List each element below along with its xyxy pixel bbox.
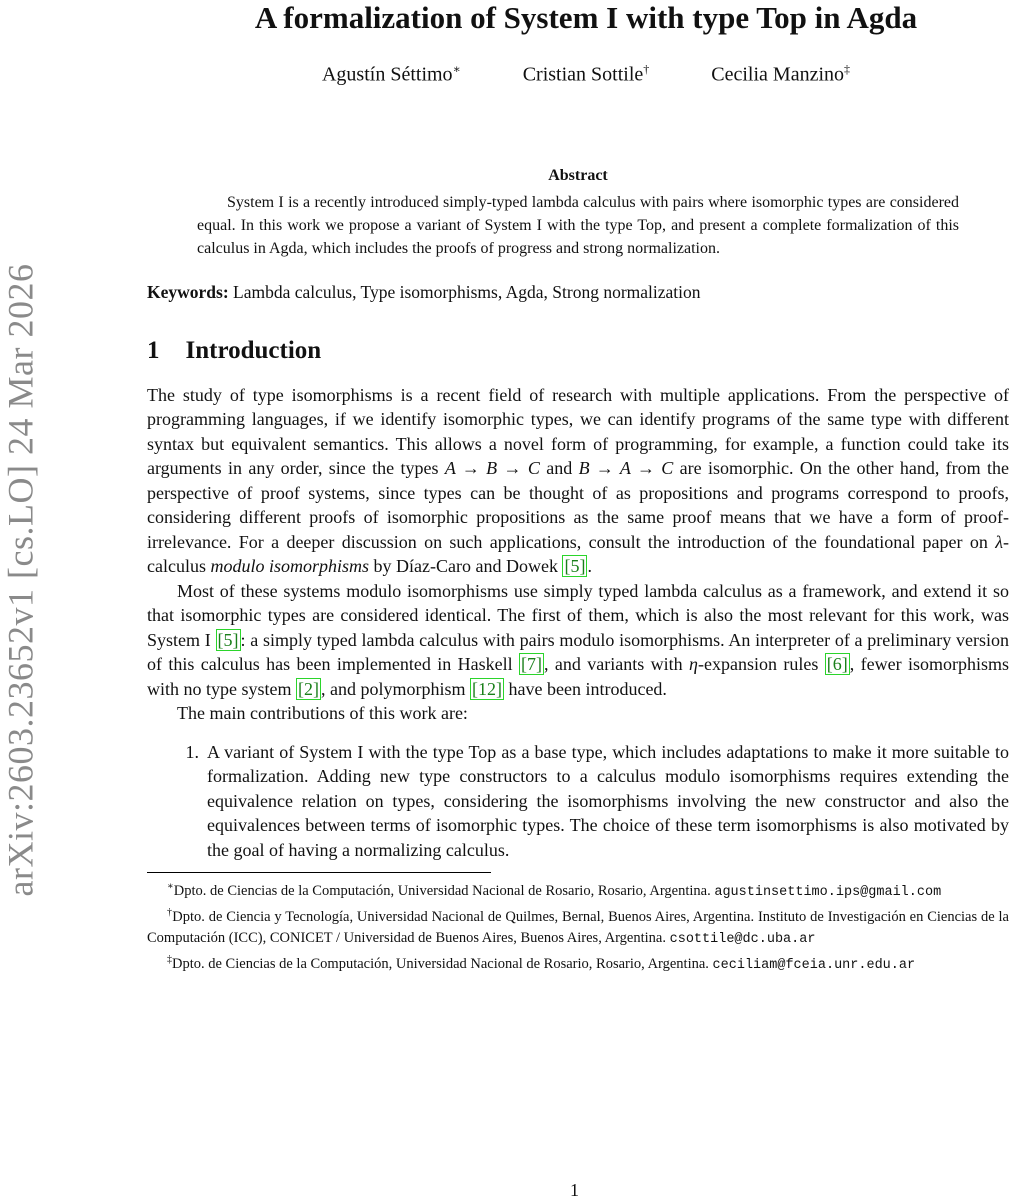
text-run: and [539, 458, 579, 479]
author-name: Agustín Séttimo [321, 63, 453, 86]
citation-link[interactable]: [2] [298, 678, 319, 699]
paper-title: A formalization of System I with type Top in Agda [254, 0, 918, 35]
abstract-text: System I is a recently introduced simply-typed lambda calculus with pairs where isomorphic types are considered equal. In this work we propose a variant of System I with the type Top, and present a complete formalization of this calculus in Agda, which includes the proofs of progress and strong normalization. [197, 193, 959, 257]
footnote-text: Dpto. de Ciencias de la Computación, Universidad Nacional de Rosario, Rosario, Argentina. [172, 956, 713, 973]
text-run: , and variants with [544, 654, 690, 675]
author [711, 62, 850, 87]
paper-page [147, 0, 1009, 977]
text-run: have been introduced. [504, 678, 667, 699]
section-number: 1 [147, 336, 160, 364]
arxiv-identifier: arXiv:2603.23652v1 [cs.LO] 24 Mar 2026 [0, 263, 40, 897]
footnote-text: Dpto. de Ciencias de la Computación, Universidad Nacional de Rosario, Rosario, Argentina. [173, 882, 715, 899]
intro-paragraph-1 [147, 383, 1009, 579]
arxiv-sidebar [2, 200, 38, 960]
list-number: 1. [185, 741, 199, 762]
page-number: 1 [570, 1180, 579, 1200]
email-address[interactable]: csottile@dc.uba.ar [669, 931, 816, 947]
text-run: -calculus [147, 531, 1009, 577]
intro-paragraph-2 [147, 579, 1009, 702]
citation-link[interactable]: [5] [564, 556, 586, 577]
footnote [147, 903, 1009, 950]
emphasis: modulo isomorphisms [210, 556, 370, 577]
footnote-mark: ‡ [844, 62, 851, 76]
text-run: The study of type isomorphisms is a recent field of research with multiple applications. From the perspective of programming languages, if we identify isomorphic types, we can identify programs of the same type with different syntax but equivalent semantics. This allows a novel form of programming, for example, a function could take its arguments in any order, since the types [147, 384, 1009, 479]
text-run: : a simply typed lambda calculus with pairs modulo isomorphisms. An interpreter of a preliminary version of this calculus has been implemented in Haskell [147, 629, 1009, 675]
footnote-mark: ∗ [167, 881, 174, 893]
footnote [147, 877, 1009, 903]
footnote [147, 950, 1009, 976]
footnote-divider [147, 872, 491, 873]
citation-link[interactable]: [12] [472, 678, 502, 699]
text-run: . [587, 556, 592, 577]
math-expression: B → A → C [578, 458, 674, 479]
section-title: Introduction [185, 336, 322, 364]
text-run: by Díaz-Caro and Dowek [369, 556, 563, 577]
footnote-mark: ‡ [167, 954, 172, 966]
list-item [147, 740, 1009, 863]
text-run: are isomorphic. On the other hand, from the perspective of proof systems, since types can be thought of as propositions and programs correspond to proofs, considering different proofs of isomorphic propositions as the same proof means that we have a form of proof-irrelevance. For a deeper discussion on such applications, consult the introduction of the foundational paper on [147, 458, 1009, 552]
abstract-heading: Abstract [548, 166, 608, 184]
author-name: Cristian Sottile [522, 63, 644, 86]
contributions-list [147, 740, 1009, 863]
text-run: , fewer isomorphisms with no type system [147, 654, 1009, 699]
list-text: A variant of System I with the type Top as a base type, which includes adaptations to make it more suitable to formalization. Adding new type constructors to a calculus modulo isomorphisms requires extending the equivalence relation on types, considering the isomorphisms involving the new constructor and also the equivalences between terms of isomorphic types. The choice of these term isomorphisms is also motivated by the goal of having a normalizing calculus. [207, 741, 1009, 860]
math-expression: A → B → C [444, 458, 540, 479]
footnote-mark: † [167, 907, 173, 919]
math-symbol: η [689, 654, 698, 675]
citation-link[interactable]: [6] [826, 654, 848, 675]
keywords-label: Keywords: [147, 281, 229, 302]
footnote-text: Dpto. de Ciencia y Tecnología, Universidad Nacional de Quilmes, Bernal, Buenos Aires, Argentina. Instituto de Investigación en Ciencias de la Computación (ICC), CONICET / Universidad de Buenos Aires, Buenos Aires, Argentina. [147, 909, 1009, 946]
email-address[interactable]: agustinsettimo.ips@gmail.com [714, 884, 942, 900]
citation-link[interactable]: [5] [217, 629, 239, 650]
author [322, 62, 461, 87]
section-heading [147, 337, 1009, 365]
abstract [197, 167, 959, 260]
intro-paragraph-3: The main contributions of this work are: [177, 703, 468, 724]
author [523, 62, 650, 87]
author-name: Cecilia Manzino [711, 63, 845, 86]
text-run: Most of these systems modulo isomorphisms use simply typed lambda calculus as a framework, and extend it so that isomorphic types are considered identical. The first of them, which is also the most relevant for this work, was System I [147, 580, 1009, 650]
text-run: , and polymorphism [321, 678, 470, 699]
keywords [147, 282, 1009, 303]
footnote-mark: † [643, 62, 650, 76]
text-run: -expansion rules [697, 654, 825, 675]
email-address[interactable]: ceciliam@fceia.unr.edu.ar [712, 958, 916, 974]
keywords-text: Lambda calculus, Type isomorphisms, Agda, Strong normalization [228, 281, 701, 302]
author-list [155, 62, 1010, 87]
footnotes [147, 877, 1009, 976]
math-symbol: λ [995, 531, 1003, 552]
footnote-mark: ∗ [452, 62, 461, 76]
citation-link[interactable]: [7] [521, 654, 543, 675]
